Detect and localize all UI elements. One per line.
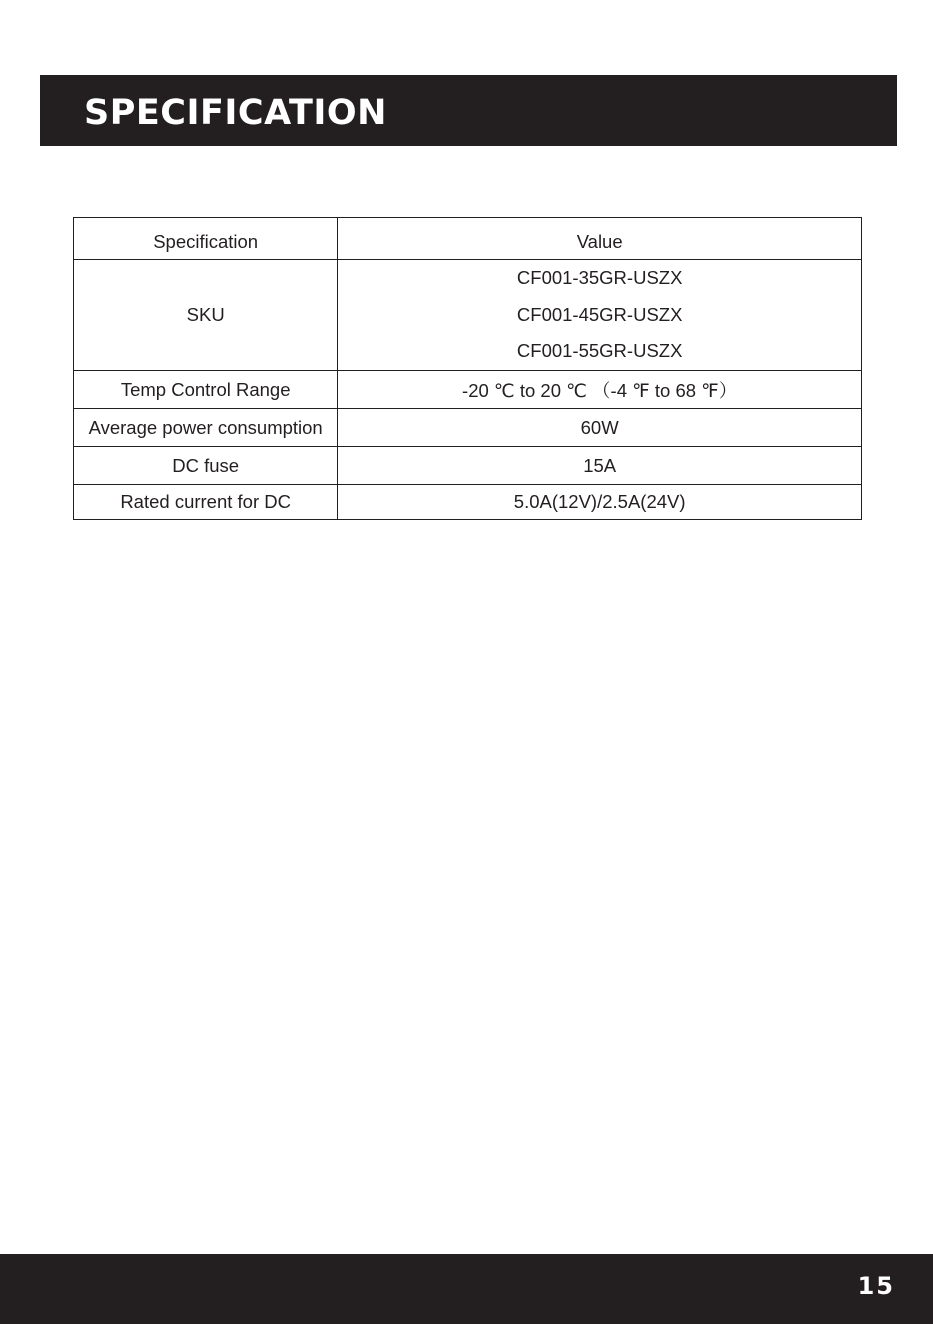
- spec-name-temp-range: Temp Control Range: [74, 371, 338, 409]
- sku-value: CF001-35GR-USZX: [516, 267, 683, 289]
- sku-value: CF001-45GR-USZX: [516, 303, 683, 325]
- table-row: [74, 447, 862, 485]
- spec-name-sku: SKU: [74, 260, 338, 371]
- specification-table: [73, 217, 862, 520]
- page-number: 15: [857, 1272, 895, 1300]
- spec-name-power: Average power consumption: [74, 409, 338, 447]
- page-title: SPECIFICATION: [84, 93, 387, 133]
- header-bar: [40, 75, 897, 146]
- column-header-specification: Specification: [74, 218, 338, 260]
- spec-name-rated-current: Rated current for DC: [74, 485, 338, 520]
- column-header-value: Value: [338, 218, 862, 260]
- spec-value-dc-fuse: 15A: [338, 447, 862, 485]
- table-row: [74, 409, 862, 447]
- spec-value-rated-current: 5.0A(12V)/2.5A(24V): [338, 485, 862, 520]
- table-row: [74, 485, 862, 520]
- table-row: [74, 371, 862, 409]
- spec-value-temp-range: -20 ℃ to 20 ℃ （-4 ℉ to 68 ℉）: [338, 371, 862, 409]
- footer-bar: [0, 1254, 933, 1324]
- table-header-row: [74, 218, 862, 260]
- sku-value: CF001-55GR-USZX: [516, 340, 683, 362]
- spec-value-power: 60W: [338, 409, 862, 447]
- spec-name-dc-fuse: DC fuse: [74, 447, 338, 485]
- table-row: [74, 260, 862, 371]
- spec-value-sku: [338, 260, 862, 371]
